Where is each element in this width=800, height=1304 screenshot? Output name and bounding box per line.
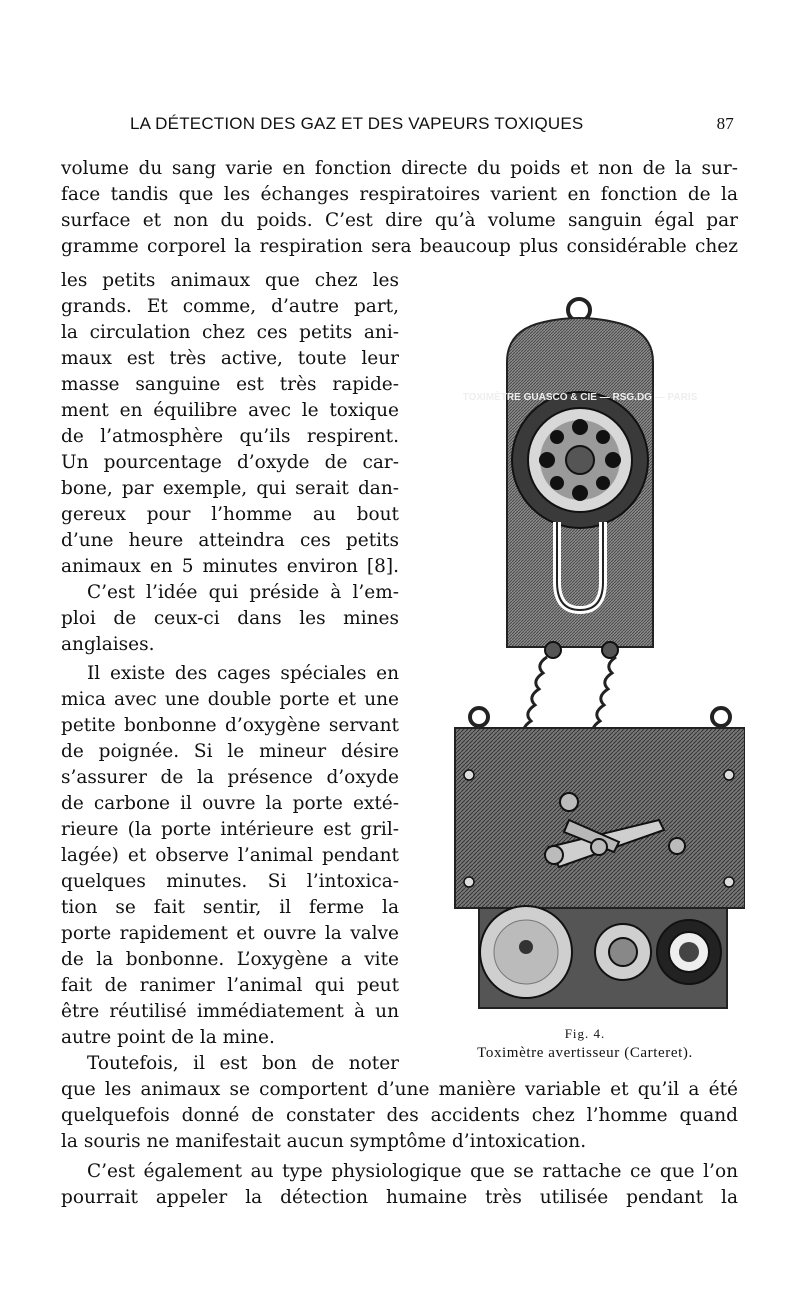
text-line: porte rapidement et ouvre la valve (61, 923, 399, 944)
text-line: mica avec une double porte et une (61, 689, 399, 710)
text-line: masse sanguine est très rapide- (61, 374, 399, 395)
text-line: fait de ranimer l’animal qui peut (61, 975, 399, 996)
text-line: ment en équilibre avec le toxique (61, 400, 399, 421)
text-line: maux est très active, toute leur (61, 348, 399, 369)
text-line: d’une heure atteindra ces petits (61, 530, 399, 551)
text-line: autre point de la mine. (61, 1027, 275, 1048)
figure-caption: Toximètre avertisseur (Carteret). (477, 1045, 693, 1061)
toximeter-illustration (449, 292, 745, 1027)
toximeter-figure (449, 292, 745, 1027)
text-line: de l’atmosphère qu’ils respirent. (61, 426, 399, 447)
text-line: la souris ne manifestait aucun symptôme d’intoxication. (61, 1131, 587, 1152)
text-line: bone, par exemple, qui serait dan- (61, 478, 399, 499)
text-line: être réutilisé immédiatement à un (61, 1001, 399, 1022)
running-header (130, 114, 740, 140)
text-line: de carbone il ouvre la porte exté- (61, 793, 399, 814)
text-line: que les animaux se comportent d’une manière variable et qu’il a été (61, 1079, 738, 1100)
text-line: de poignée. Si le mineur désire (61, 741, 399, 762)
page-number: 87 (716, 114, 734, 133)
plate-inscription: TOXIMÈTRE GUASCO & CIE — RSG.DG — PARIS (462, 392, 698, 403)
text-line: anglaises. (61, 634, 155, 655)
figure-label: Fig. 4. (564, 1026, 606, 1041)
text-line: Toutefois, il est bon de noter (87, 1053, 399, 1074)
text-line: lagée) et observe l’animal pendant (61, 845, 399, 866)
text-line: tion se fait sentir, il ferme la (61, 897, 399, 918)
text-line: la circulation chez ces petits ani- (61, 322, 399, 343)
text-line: Un pourcentage d’oxyde de car- (61, 452, 399, 473)
text-line: C’est l’idée qui préside à l’em- (87, 582, 399, 603)
running-title: LA DÉTECTION DES GAZ ET DES VAPEURS TOXIQUES (130, 114, 584, 133)
text-line: ploi de ceux-ci dans les mines (61, 608, 399, 629)
text-line: grands. Et comme, d’autre part, (61, 296, 399, 317)
text-line: Il existe des cages spéciales en (87, 663, 399, 684)
text-line: petite bonbonne d’oxygène servant (61, 715, 399, 736)
text-line: quelquefois donné de constater des accidents chez l’homme quand (61, 1105, 738, 1126)
text-line: surface et non du poids. C’est dire qu’à volume sanguin égal par (61, 210, 738, 231)
text-line: les petits animaux que chez les (61, 270, 399, 291)
text-line: face tandis que les échanges respiratoires varient en fonction de la (61, 184, 738, 205)
text-line: C’est également au type physiologique que se rattache ce que l’on (87, 1161, 738, 1182)
text-line: s’assurer de la présence d’oxyde (61, 767, 399, 788)
text-line: volume du sang varie en fonction directe du poids et non de la sur- (61, 158, 738, 179)
text-line: gramme corporel la respiration sera beaucoup plus considérable chez (61, 236, 738, 257)
text-line: animaux en 5 minutes environ [8]. (61, 556, 399, 577)
text-line: de la bonbonne. L’oxygène a vite (61, 949, 399, 970)
text-line: rieure (la porte intérieure est gril- (61, 819, 399, 840)
text-line: pourrait appeler la détection humaine très utilisée pendant la (61, 1187, 738, 1208)
text-line: quelques minutes. Si l’intoxica- (61, 871, 399, 892)
text-line: gereux pour l’homme au bout (61, 504, 399, 525)
